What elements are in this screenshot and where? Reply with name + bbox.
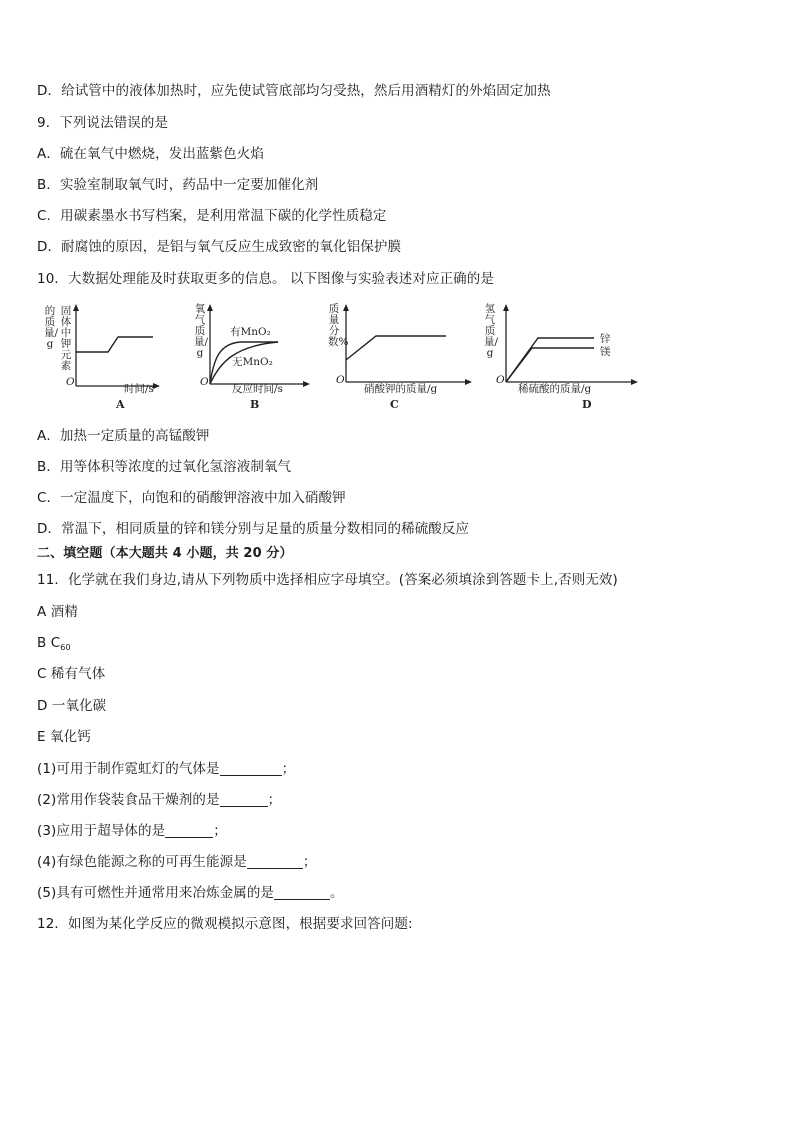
chart-c-y-arrow bbox=[343, 304, 349, 311]
question-10-option-a: A．加热一定质量的高锰酸钾 bbox=[37, 428, 210, 444]
question-10-charts bbox=[30, 302, 630, 417]
question-11-part-5 bbox=[37, 884, 344, 902]
chart-d bbox=[484, 302, 644, 414]
answer-blank-5[interactable] bbox=[274, 885, 330, 900]
question-11-part-3-end: ； bbox=[213, 823, 227, 839]
chart-d-origin: O bbox=[496, 374, 505, 386]
chart-d-caption: D bbox=[582, 398, 592, 411]
question-9-option-c: C．用碳素墨水书写档案，是利用常温下碳的化学性质稳定 bbox=[37, 208, 387, 224]
chart-d-ylabel: 氢气质量/g bbox=[484, 303, 499, 359]
chart-a-xlabel: 时间/s bbox=[124, 383, 154, 395]
chart-a-y-arrow bbox=[73, 304, 79, 311]
chart-c-x-arrow bbox=[465, 379, 472, 385]
chart-d-series-zinc bbox=[506, 338, 594, 382]
chart-a-ylabel-part2: 固体中钾元素 bbox=[60, 305, 72, 372]
chart-c-caption: C bbox=[390, 398, 399, 411]
chart-c-origin: O bbox=[336, 374, 345, 386]
question-11-part-2 bbox=[37, 791, 281, 809]
answer-blank-2[interactable] bbox=[220, 792, 268, 807]
question-11-part-5-end: 。 bbox=[330, 885, 344, 901]
chart-d-legend-zinc: 锌 bbox=[600, 333, 611, 345]
chart-b-y-arrow bbox=[207, 304, 213, 311]
chart-b-legend-fast: 有MnO₂ bbox=[230, 326, 271, 338]
question-11-part-3 bbox=[37, 822, 227, 840]
chart-c-series-line bbox=[346, 336, 446, 360]
chart-d-series-magnesium bbox=[506, 348, 594, 382]
chart-b-xlabel: 反应时间/s bbox=[232, 383, 283, 395]
chart-a-series-line bbox=[76, 337, 153, 352]
section-2-title: 二、填空题（本大题共 4 小题，共 20 分） bbox=[37, 546, 293, 561]
chart-c-xlabel: 硝酸钾的质量/g bbox=[364, 383, 438, 395]
question-9-option-d: D．耐腐蚀的原因，是铝与氧气反应生成致密的氧化铝保护膜 bbox=[37, 239, 402, 255]
option-b-subscript: 60 bbox=[60, 643, 71, 652]
chart-b-caption: B bbox=[250, 398, 260, 411]
question-11-part-2-text: (2)常用作袋装食品干燥剂的是 bbox=[37, 792, 220, 808]
question-11-part-1-end: ； bbox=[281, 761, 296, 777]
chart-b bbox=[180, 302, 310, 414]
question-11-part-4-text: (4)有绿色能源之称的可再生能源是 bbox=[37, 854, 247, 870]
chart-d-xlabel: 稀硫酸的质量/g bbox=[518, 383, 592, 395]
chart-a bbox=[30, 302, 160, 414]
question-9-stem: 9．下列说法错误的是 bbox=[37, 115, 169, 131]
chart-a-ylabel-part1: 的质量/g bbox=[44, 305, 59, 350]
option-d: D 一氧化碳 bbox=[37, 698, 107, 714]
question-11-part-2-end: ； bbox=[267, 792, 282, 808]
answer-blank-1[interactable] bbox=[220, 761, 282, 776]
chart-a-x-arrow bbox=[153, 383, 160, 389]
option-b-text: B C bbox=[37, 635, 61, 651]
question-11-stem: 11．化学就在我们身边,请从下列物质中选择相应字母填空。(答案必须填涂到答题卡上,否则无效) bbox=[37, 572, 618, 588]
question-11-part-3-text: (3)应用于超导体的是 bbox=[37, 823, 166, 839]
chart-b-legend-slow: 无MnO₂ bbox=[232, 356, 273, 368]
question-9-option-b: B．实验室制取氧气时，药品中一定要加催化剂 bbox=[37, 177, 319, 193]
question-11-part-1-text: (1)可用于制作霓虹灯的气体是 bbox=[37, 761, 220, 777]
chart-d-legend-magnesium: 镁 bbox=[600, 346, 611, 358]
option-e: E 氧化钙 bbox=[37, 729, 91, 745]
question-12-stem: 12．如图为某化学反应的微观模拟示意图，根据要求回答问题: bbox=[37, 916, 413, 932]
question-8-option-d: D．给试管中的液体加热时，应先使试管底部均匀受热，然后用酒精灯的外焰固定加热 bbox=[37, 83, 551, 99]
chart-c-ylabel: 质量分数% bbox=[328, 303, 349, 348]
chart-b-origin: O bbox=[200, 376, 209, 388]
chart-d-x-arrow bbox=[631, 379, 638, 385]
chart-a-origin: O bbox=[66, 376, 75, 388]
question-10-option-b: B．用等体积等浓度的过氧化氢溶液制氧气 bbox=[37, 459, 292, 475]
chart-b-x-arrow bbox=[303, 381, 310, 387]
question-10-option-c: C．一定温度下，向饱和的硝酸钾溶液中加入硝酸钾 bbox=[37, 490, 346, 506]
question-11-part-5-text: (5)具有可燃性并通常用来冶炼金属的是 bbox=[37, 885, 275, 901]
question-11-part-4 bbox=[37, 853, 316, 871]
chart-d-y-arrow bbox=[503, 304, 509, 311]
answer-blank-3[interactable] bbox=[165, 823, 213, 838]
chart-c bbox=[328, 302, 458, 414]
question-10-stem: 10．大数据处理能及时获取更多的信息。 以下图像与实验表述对应正确的是 bbox=[37, 271, 494, 287]
question-11-part-4-end: ； bbox=[302, 854, 317, 870]
question-11-part-1 bbox=[37, 760, 295, 778]
chart-a-caption: A bbox=[116, 398, 125, 411]
option-b bbox=[37, 634, 71, 652]
option-a: A 酒精 bbox=[37, 604, 78, 620]
chart-b-ylabel: 氧气质量/g bbox=[194, 303, 209, 359]
option-c: C 稀有气体 bbox=[37, 666, 106, 682]
answer-blank-4[interactable] bbox=[247, 854, 303, 869]
question-9-option-a: A．硫在氧气中燃烧，发出蓝紫色火焰 bbox=[37, 146, 264, 162]
question-10-option-d: D．常温下，相同质量的锌和镁分别与足量的质量分数相同的稀硫酸反应 bbox=[37, 521, 470, 537]
